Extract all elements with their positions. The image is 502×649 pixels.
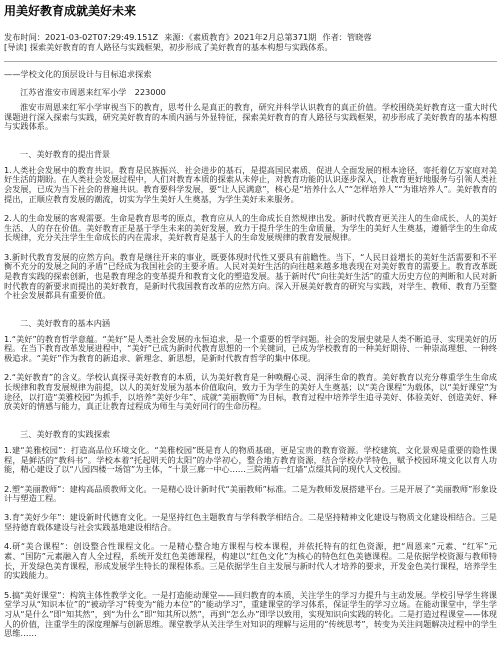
paragraph: 4.研“美合课程”：创设整合性课程文化。一是精心整合地方课程与校本课程，并依托特有的红色资源，把“周恩来”元素、“红军”元素、“国防”元素融入育人全过程，系统开发红色美德课程，构建以“红色文化”为核心的特色红色美德课程。二是依据学校资源与教师特长，开发绿色美育课程，形成发展学生特长的课程体系。三是依据学生自主发展与新时代人才培养的要求，开发金色美行课程，培养学生的实践能力。 — [4, 541, 497, 581]
divider — [4, 61, 497, 62]
intro-paragraph: 淮安市周恩来红军小学审视当下的教育，思考什么是真正的教育，研究并科学认识教育的真正价值。学校围绕美好教育这一重大时代课题进行深入探索与实践，研究美好教育的本质内涵与外显特征，探索美好教育的育人路径与实践框架，初步形成了美好教育的基本构想与实践体系。 — [4, 101, 497, 132]
publish-time-label: 发布时间： — [4, 33, 45, 42]
section-heading: 三、美好教育的实践探索 — [20, 429, 111, 440]
paragraph: 2.人的生命发展的客观需要。生命是教育思考的原点，教育应从人的生命成长自然规律出发。新时代教育更关注人的生命成长、人的美好生活、人的存在价值。美好教育正是基于学生未来的美好发展，致力于提升学生的生命质量，为学生的美好人生奠基，遵循学生的生命成长规律，充分关注学生生命成长的内在需求，美好教育是基于人的生命发展规律的教育发展规律。 — [4, 212, 497, 243]
article-lead — [4, 43, 497, 53]
author-affiliation: 江苏省淮安市周恩来红军小学 223000 — [20, 87, 166, 98]
author-label: 作者： — [322, 33, 347, 42]
lead-text: 探索美好教育的育人路径与实践框架，初步形成了美好教育的基本构想与实践体系。 — [29, 42, 333, 52]
paragraph: 3.育“美好少年”：建设新时代德育文化。一是坚持红色主题教育与学科教学相结合。二是坚持精神文化建设与物质文化建设相结合。三是坚持德育载体建设与社会实践基地建设相结合。 — [4, 512, 497, 533]
paragraph: 1.人类社会发展中的教育共识。教育是民族振兴、社会进步的基石，是提高国民素质、促进人全面发展的根本途径，寄托着亿万家庭对美好生活的期盼。在人类社会发展过程中，人们对教育本质的探索从未停止，对教育功能的认识逐步深入，让教育更好地服务与引领人类社会发展，已成为当下社会的普遍共识。教育要科学发展，要“让人民满意”，核心是“培养什么人”“怎样培养人”“为谁培养人”。美好教育的提出，正顺应教育发展的潮流，切实为学生美好人生奠基，为学生美好未来服务。 — [4, 164, 497, 204]
article-meta — [4, 33, 497, 43]
paragraph: 3.新时代教育发展的应然方向。教育是继往开来的事业，既要体现时代性又要具有前瞻性。当下，“人民日益增长的美好生活需要和不平衡不充分的发展之间的矛盾”已经成为我国社会的主要矛盾。人民对美好生活的向往越来越多地表现在对美好教育的需要上。教育改革既是教育实践的探索创新，也是教育理念的变革提升和教育文化的塑造发展。基于新时代“向往美好生活”的重大历史方位的判断和人民对新时代教育的新要求而提出的美好教育，是新时代我国教育改革的应然方向。深入开展美好教育的研究与实践，对学生、教师、教育乃至整个社会发展都具有重要价值。 — [4, 251, 497, 301]
source: 《素质教育》2021年2月总第371期 — [188, 33, 317, 42]
article-title: 用美好教育成就美好未来 — [4, 4, 137, 18]
paragraph: 5.搞“美好课堂”：构筑主体性教学文化。一是打造能动课堂——回归教育的本质，关注学生的学习力提升与主动发展。学校引导学生将课堂学习从“知识本位”的“被动学习”转变为“能力本位”的“能动学习”，重建课堂的学习体系，保证学生的学习立场。在能动课堂中，学生学习从“是什么”即“知其然”，到“为什么”即“知其所以然”，再到“怎么办”即学以致用，实现知识向实践的转化。二是打造过程课堂——体现人的价值，注重学生的深度理解与创新思维。课堂教学从关注学生对知识的理解与运用的“传统思考”，转变为关注问题解决过程中的学生思维…… — [4, 589, 497, 639]
section-heading: 二、美好教育的基本内涵 — [20, 318, 111, 329]
source-label: 来源： — [164, 33, 189, 42]
paragraph: 2.塑“美丽教师”：建构高品质教师文化。一是精心设计新时代“美丽教师”标准。二是为教师发展搭建平台。三是开展了“美丽教师”形象设计与塑造工程。 — [4, 483, 497, 504]
section-heading: 一、美好教育的提出背景 — [20, 148, 111, 159]
paragraph: 2.“美好教育”的含义。学校认真探寻美好教育的本质，认为美好教育是一种唤醒心灵、润泽生命的教育。美好教育以充分尊重学生生命成长规律和教育发展规律为前提，以人的美好发展为基本价值取向，致力于为学生的美好人生奠基；以“美合课程”为载体，以“美好课堂”为途径，以打造“美雅校园”为抓手，以培养“美好少年”、成就“美丽教师”为目标，教育过程中培养学生追寻美好、体验美好、创造美好、释放美好的情感与能力，真正让教育过程成为师生与美好同行的生命历程。 — [4, 372, 497, 412]
author: 管晓蓉 — [346, 33, 372, 42]
paragraph: 1.“美好”的教育哲学意蕴。“美好”是人类社会发展的永恒追求，是一个重要的哲学问题。社会的发展史就是人类不断追寻、实现美好的历程。在当下教育改革发展进程中，“美好”已成为新时代教育思想的一个关键词，已成为学校教育的一种美好期待、一种崇高理想、一种终极追求。“美好”作为教育的新追求、新理念、新思想，是新时代教育哲学的集中体现。 — [4, 333, 497, 364]
paragraph: 1.建“美雅校园”：打造高品位环境文化。“美雅校园”既是育人的物质基础，更是宝贵的教育资源。学校建筑、文化景观是重要的隐性课程，是鲜活的“教科书”。学校本着“托起明天的太阳”的办学初心，整合地方教育资源，结合学校办学特色，赋予校园环境文化以育人功能，精心建设了以“八园四楼一场馆”为主体，“十景三廊一中心……三院两墙一红墙”点缀其间的现代人文校园。 — [4, 444, 497, 475]
publish-time: 2021-03-02T07:29:49.151Z — [44, 33, 159, 42]
article-subtitle: ——学校文化的顶层设计与目标追求探索 — [4, 69, 152, 80]
lead-label: [导读] — [4, 42, 27, 52]
